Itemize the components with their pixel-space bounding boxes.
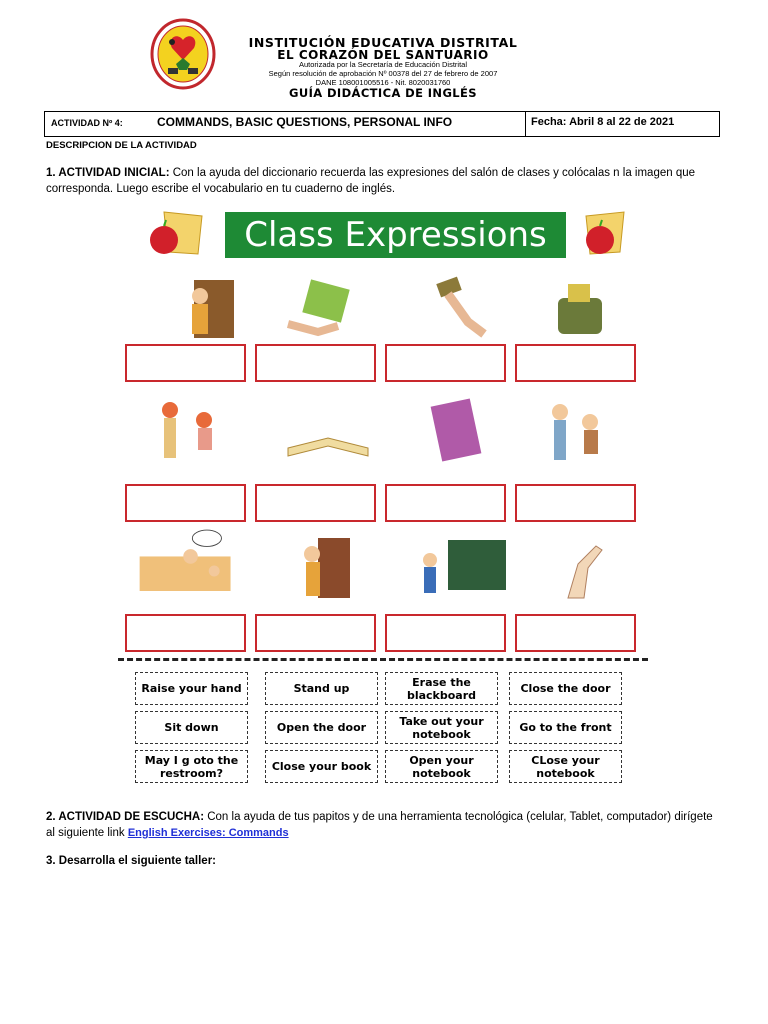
apple-paper-icon <box>146 208 206 260</box>
restroom-question-illustration <box>136 528 236 594</box>
answer-box[interactable] <box>125 484 246 522</box>
erase-blackboard-illustration <box>408 274 508 340</box>
answer-box[interactable] <box>515 344 636 382</box>
activity1-paragraph <box>46 165 722 197</box>
answer-box[interactable] <box>385 344 506 382</box>
school-subtitle: EL CORAZÓN DEL SANTUARIO <box>277 48 489 62</box>
expression-card[interactable]: CLose your notebook <box>509 750 622 783</box>
expression-card[interactable]: Raise your hand <box>135 672 248 705</box>
commands-exercise-link[interactable]: English Exercises: Commands <box>127 827 289 839</box>
activity1-text: Con la ayuda del diccionario recuerda las expresiones del salón de clases y colócalas n la imagen que corresponda. Luego escribe el vocabulario en tu cuaderno de inglés. <box>46 167 696 195</box>
authorization-line: Autorizada por la Secretaría de Educación Distrital <box>298 60 467 69</box>
expression-card[interactable]: Close your book <box>265 750 378 783</box>
dashed-divider <box>118 658 648 661</box>
answer-box[interactable] <box>255 484 376 522</box>
answer-box[interactable] <box>125 614 246 652</box>
school-seal-logo <box>150 18 216 90</box>
take-out-notebook-illustration <box>538 274 638 340</box>
activity2-paragraph <box>46 809 722 841</box>
answer-box[interactable] <box>255 614 376 652</box>
expression-card[interactable]: Go to the front <box>509 711 622 744</box>
answer-box[interactable] <box>385 614 506 652</box>
expression-card[interactable]: May I g oto the restroom? <box>135 750 248 783</box>
sit-down-illustration <box>538 398 638 464</box>
class-expressions-worksheet <box>118 208 648 788</box>
description-title: DESCRIPCION DE LA ACTIVIDAD <box>46 140 197 151</box>
expression-card[interactable]: Erase the blackboard <box>385 672 498 705</box>
activity3-paragraph <box>46 853 722 869</box>
guide-title: GUÍA DIDÁCTICA DE INGLÉS <box>289 86 477 100</box>
expression-card[interactable]: Stand up <box>265 672 378 705</box>
activity2-text: Con la ayuda de tus papitos y de una herramienta tecnológica (celular, Tablet, computador) dirígete al siguiente link <box>46 811 713 839</box>
activity1-title: 1. ACTIVIDAD INICIAL: <box>46 167 170 179</box>
activity-topic: COMMANDS, BASIC QUESTIONS, PERSONAL INFO <box>157 115 453 129</box>
activity3-title: 3. Desarrolla el siguiente taller: <box>46 855 217 867</box>
expression-card[interactable]: Close the door <box>509 672 622 705</box>
answer-box[interactable] <box>255 344 376 382</box>
activity-date: Fecha: Abril 8 al 22 de 2021 <box>531 116 675 128</box>
go-to-front-illustration <box>408 534 508 600</box>
expression-card[interactable]: Take out your notebook <box>385 711 498 744</box>
answer-box[interactable] <box>515 614 636 652</box>
raise-hand-illustration <box>538 534 638 600</box>
close-book-illustration <box>278 274 378 340</box>
activity-number: ACTIVIDAD Nº 4: <box>51 118 123 128</box>
open-book-illustration <box>278 398 378 464</box>
expression-card[interactable]: Open your notebook <box>385 750 498 783</box>
answer-box[interactable] <box>515 484 636 522</box>
expression-card[interactable]: Open the door <box>265 711 378 744</box>
close-door-illustration <box>148 274 248 340</box>
school-name: INSTITUCIÓN EDUCATIVA DISTRITAL <box>248 35 518 50</box>
activity2-title: 2. ACTIVIDAD DE ESCUCHA: <box>46 811 205 823</box>
open-door-illustration <box>278 534 378 600</box>
resolution-line: Según resolución de aprobación Nº 00378 del 27 de febrero de 2007 <box>268 69 498 78</box>
activity-cell <box>45 112 526 136</box>
class-expressions-title: Class Expressions <box>244 215 547 255</box>
apple-paper-icon <box>580 208 640 260</box>
expression-card[interactable]: Sit down <box>135 711 248 744</box>
stand-up-sit-down-illustration <box>148 398 248 464</box>
answer-box[interactable] <box>125 344 246 382</box>
activity-header-table <box>44 111 720 137</box>
dane-line: DANE 108001005516 - Nit. 8020031760 <box>315 78 451 87</box>
answer-box[interactable] <box>385 484 506 522</box>
open-notebook-illustration <box>408 398 508 464</box>
